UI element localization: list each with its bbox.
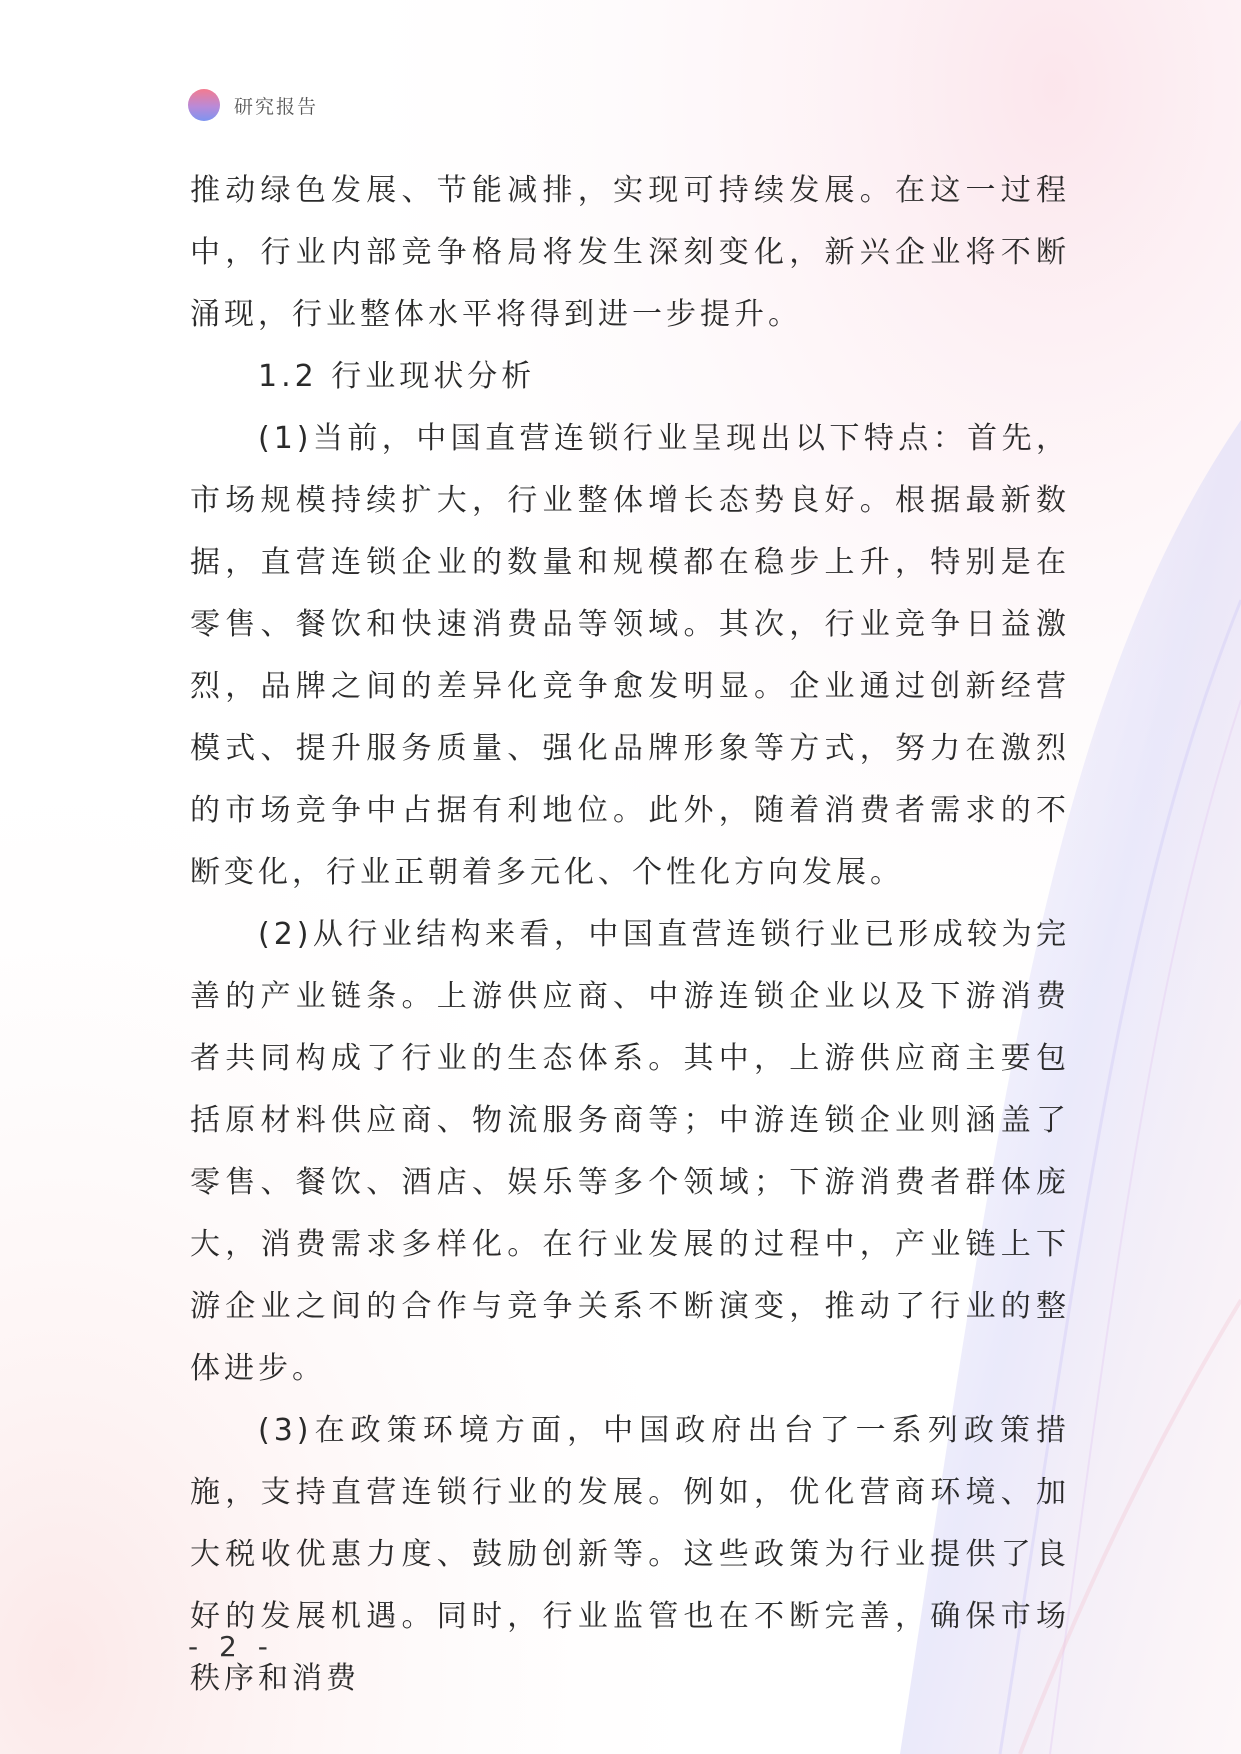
paragraph-2: (2)从行业结构来看，中国直营连锁行业已形成较为完善的产业链条。上游供应商、中游连锁企业以及下游消费者共同构成了行业的生态体系。其中，上游供应商主要包括原材料供应商、物流服务商等；中游连锁企业则涵盖了零售、餐饮、酒店、娱乐等多个领域；下游消费者群体庞大，消费需求多样化。在行业发展的过程中，产业链上下游企业之间的合作与竞争关系不断演变，推动了行业的整体进步。	[190, 917, 1070, 1386]
logo-circle-icon	[188, 89, 220, 121]
paragraph-continued: 推动绿色发展、节能减排，实现可持续发展。在这一过程中，行业内部竞争格局将发生深刻变化，新兴企业将不断涌现，行业整体水平将得到进一步提升。	[190, 173, 1070, 332]
page-number: - 2 -	[188, 1630, 274, 1663]
paragraph-1: (1)当前，中国直营连锁行业呈现出以下特点：首先，市场规模持续扩大，行业整体增长态势良好。根据最新数据，直营连锁企业的数量和规模都在稳步上升，特别是在零售、餐饮和快速消费品等领域。其次，行业竞争日益激烈，品牌之间的差异化竞争愈发明显。企业通过创新经营模式、提升服务质量、强化品牌形象等方式，努力在激烈的市场竞争中占据有利地位。此外，随着消费者需求的不断变化，行业正朝着多元化、个性化方向发展。	[190, 421, 1070, 890]
paragraph-3: (3)在政策环境方面，中国政府出台了一系列政策措施，支持直营连锁行业的发展。例如，优化营商环境、加大税收优惠力度、鼓励创新等。这些政策为行业提供了良好的发展机遇。同时，行业监管也在不断完善，确保市场秩序和消费	[190, 1413, 1070, 1696]
page-header	[188, 89, 318, 121]
section-heading: 1.2 行业现状分析	[258, 359, 536, 394]
header-label: 研究报告	[234, 95, 319, 118]
document-body	[190, 160, 1070, 1710]
